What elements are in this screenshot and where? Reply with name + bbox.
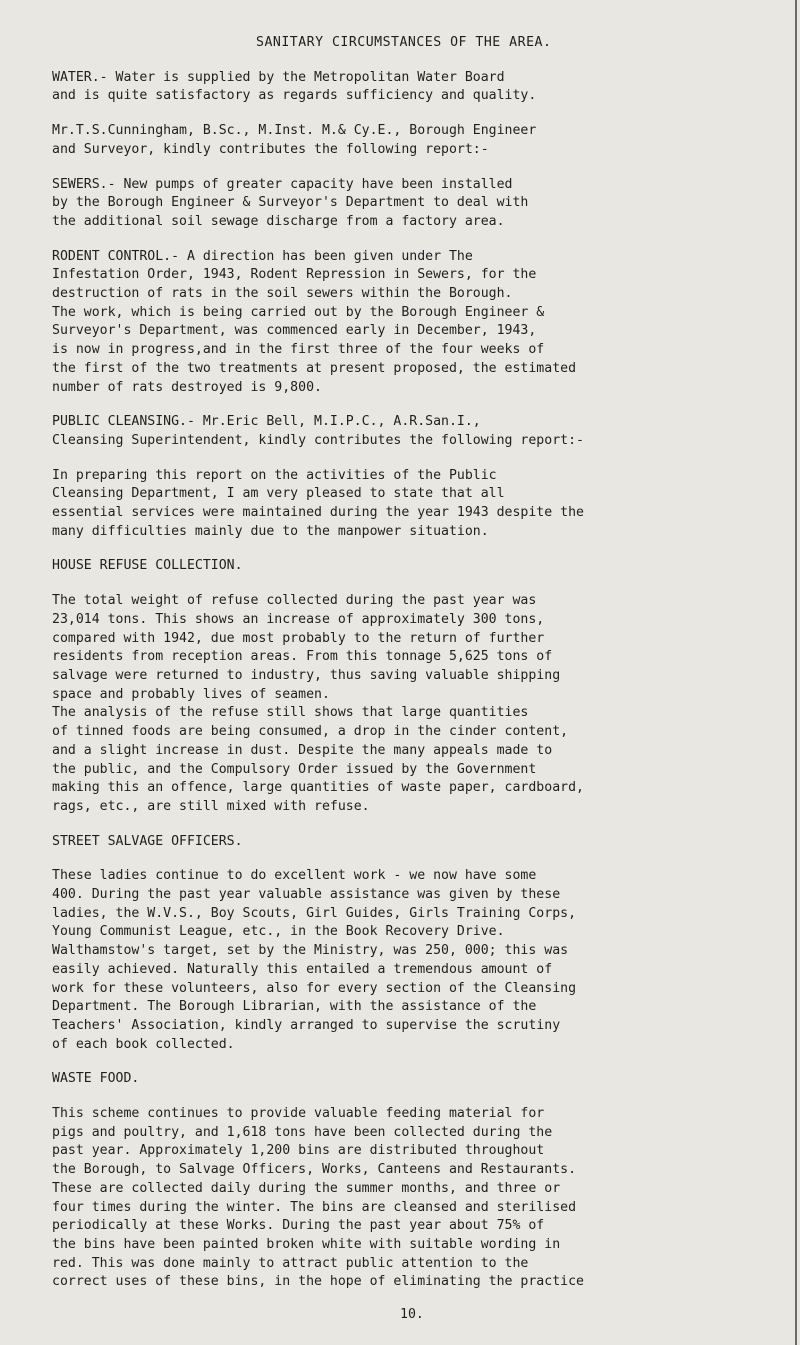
waste-food-heading: WASTE FOOD. (52, 1071, 140, 1087)
water-paragraph: WATER.- Water is supplied by the Metropolitan Water Board and is quite satisfactory as regards sufficiency and quality. (52, 69, 537, 104)
cleansing-report-paragraph: In preparing this report on the activities of the Public Cleansing Department, I am very pleased to state that all essential services were maintained during the year 1943 despite the many difficulties mainly due to the manpower situation. (52, 467, 584, 539)
rodent-control-paragraph: RODENT CONTROL.- A direction has been given under The Infestation Order, 1943, Rodent Repression in Sewers, for the destruction of rats in the soil sewers within the Borough. The work, which is being carried out by the Borough Engineer & Surveyor's Department, was commenced early in December, 1943, is now in progress,and in the first three of the four weeks of the first of the two treatments at present proposed, the estimated number of rats destroyed is 9,800. (52, 248, 577, 395)
street-salvage-heading: STREET SALVAGE OFFICERS. (52, 833, 243, 849)
sewers-paragraph: SEWERS.- New pumps of greater capacity have been installed by the Borough Engineer & Surveyor's Department to deal with the additional soil sewage discharge from a factory area. (52, 176, 529, 229)
house-refuse-heading: HOUSE REFUSE COLLECTION. (52, 558, 243, 574)
street-salvage-paragraph: These ladies continue to do excellent work - we now have some 400. During the past year valuable assistance was given by these ladies, the W.V.S., Boy Scouts, Girl Guides, Girls Training Corps, Young Communist League, etc., in the Book Recovery Drive. Walthamstow's target, set by the Ministry, was 250, 000; this was easily achieved. Naturally this entailed a tremendous amount of work for these volunteers, also for every section of the Cleansing Department. The Borough Librarian, with the assistance of the Teachers' Association, kindly arranged to supervise the scrutiny of each book collected. (52, 868, 577, 1052)
page-number: 10. (400, 1307, 424, 1322)
page-edge (795, 0, 797, 1345)
house-refuse-paragraph: The total weight of refuse collected during the past year was 23,014 tons. This shows an increase of approximately 300 tons, compared with 1942, due most probably to the return of further residents from reception areas. From this tonnage 5,625 tons of salvage were returned to industry, thus saving valuable shipping space and probably lives of seamen. The analysis of the refuse still shows that large quantities of tinned foods are being consumed, a drop in the cinder content, and a slight increase in dust. Despite the many appeals made to the public, and the Compulsory Order issued by the Government making this an offence, large quantities of waste paper, cardboard, rags, etc., are still mixed with refuse. (52, 593, 584, 814)
public-cleansing-intro-paragraph: PUBLIC CLEANSING.- Mr.Eric Bell, M.I.P.C., A.R.San.I., Cleansing Superintendent, kindly contributes the following report:- (52, 414, 584, 448)
engineer-intro-paragraph: Mr.T.S.Cunningham, B.Sc., M.Inst. M.& Cy.E., Borough Engineer and Surveyor, kindly contributes the following report:- (52, 123, 537, 157)
page-title: SANITARY CIRCUMSTANCES OF THE AREA. (256, 35, 552, 50)
waste-food-paragraph: This scheme continues to provide valuable feeding material for pigs and poultry, and 1,618 tons have been collected during the past year. Approximately 1,200 bins are distributed throughout the Borough, to Salvage Officers, Works, Canteens and Restaurants. These are collected daily during the summer months, and three or four times during the winter. The bins are cleansed and sterilised periodically at these Works. During the past year about 75% of the bins have been painted broken white with suitable wording in red. This was done mainly to attract public attention to the correct uses of these bins, in the hope of eliminating the practice (52, 1106, 584, 1290)
